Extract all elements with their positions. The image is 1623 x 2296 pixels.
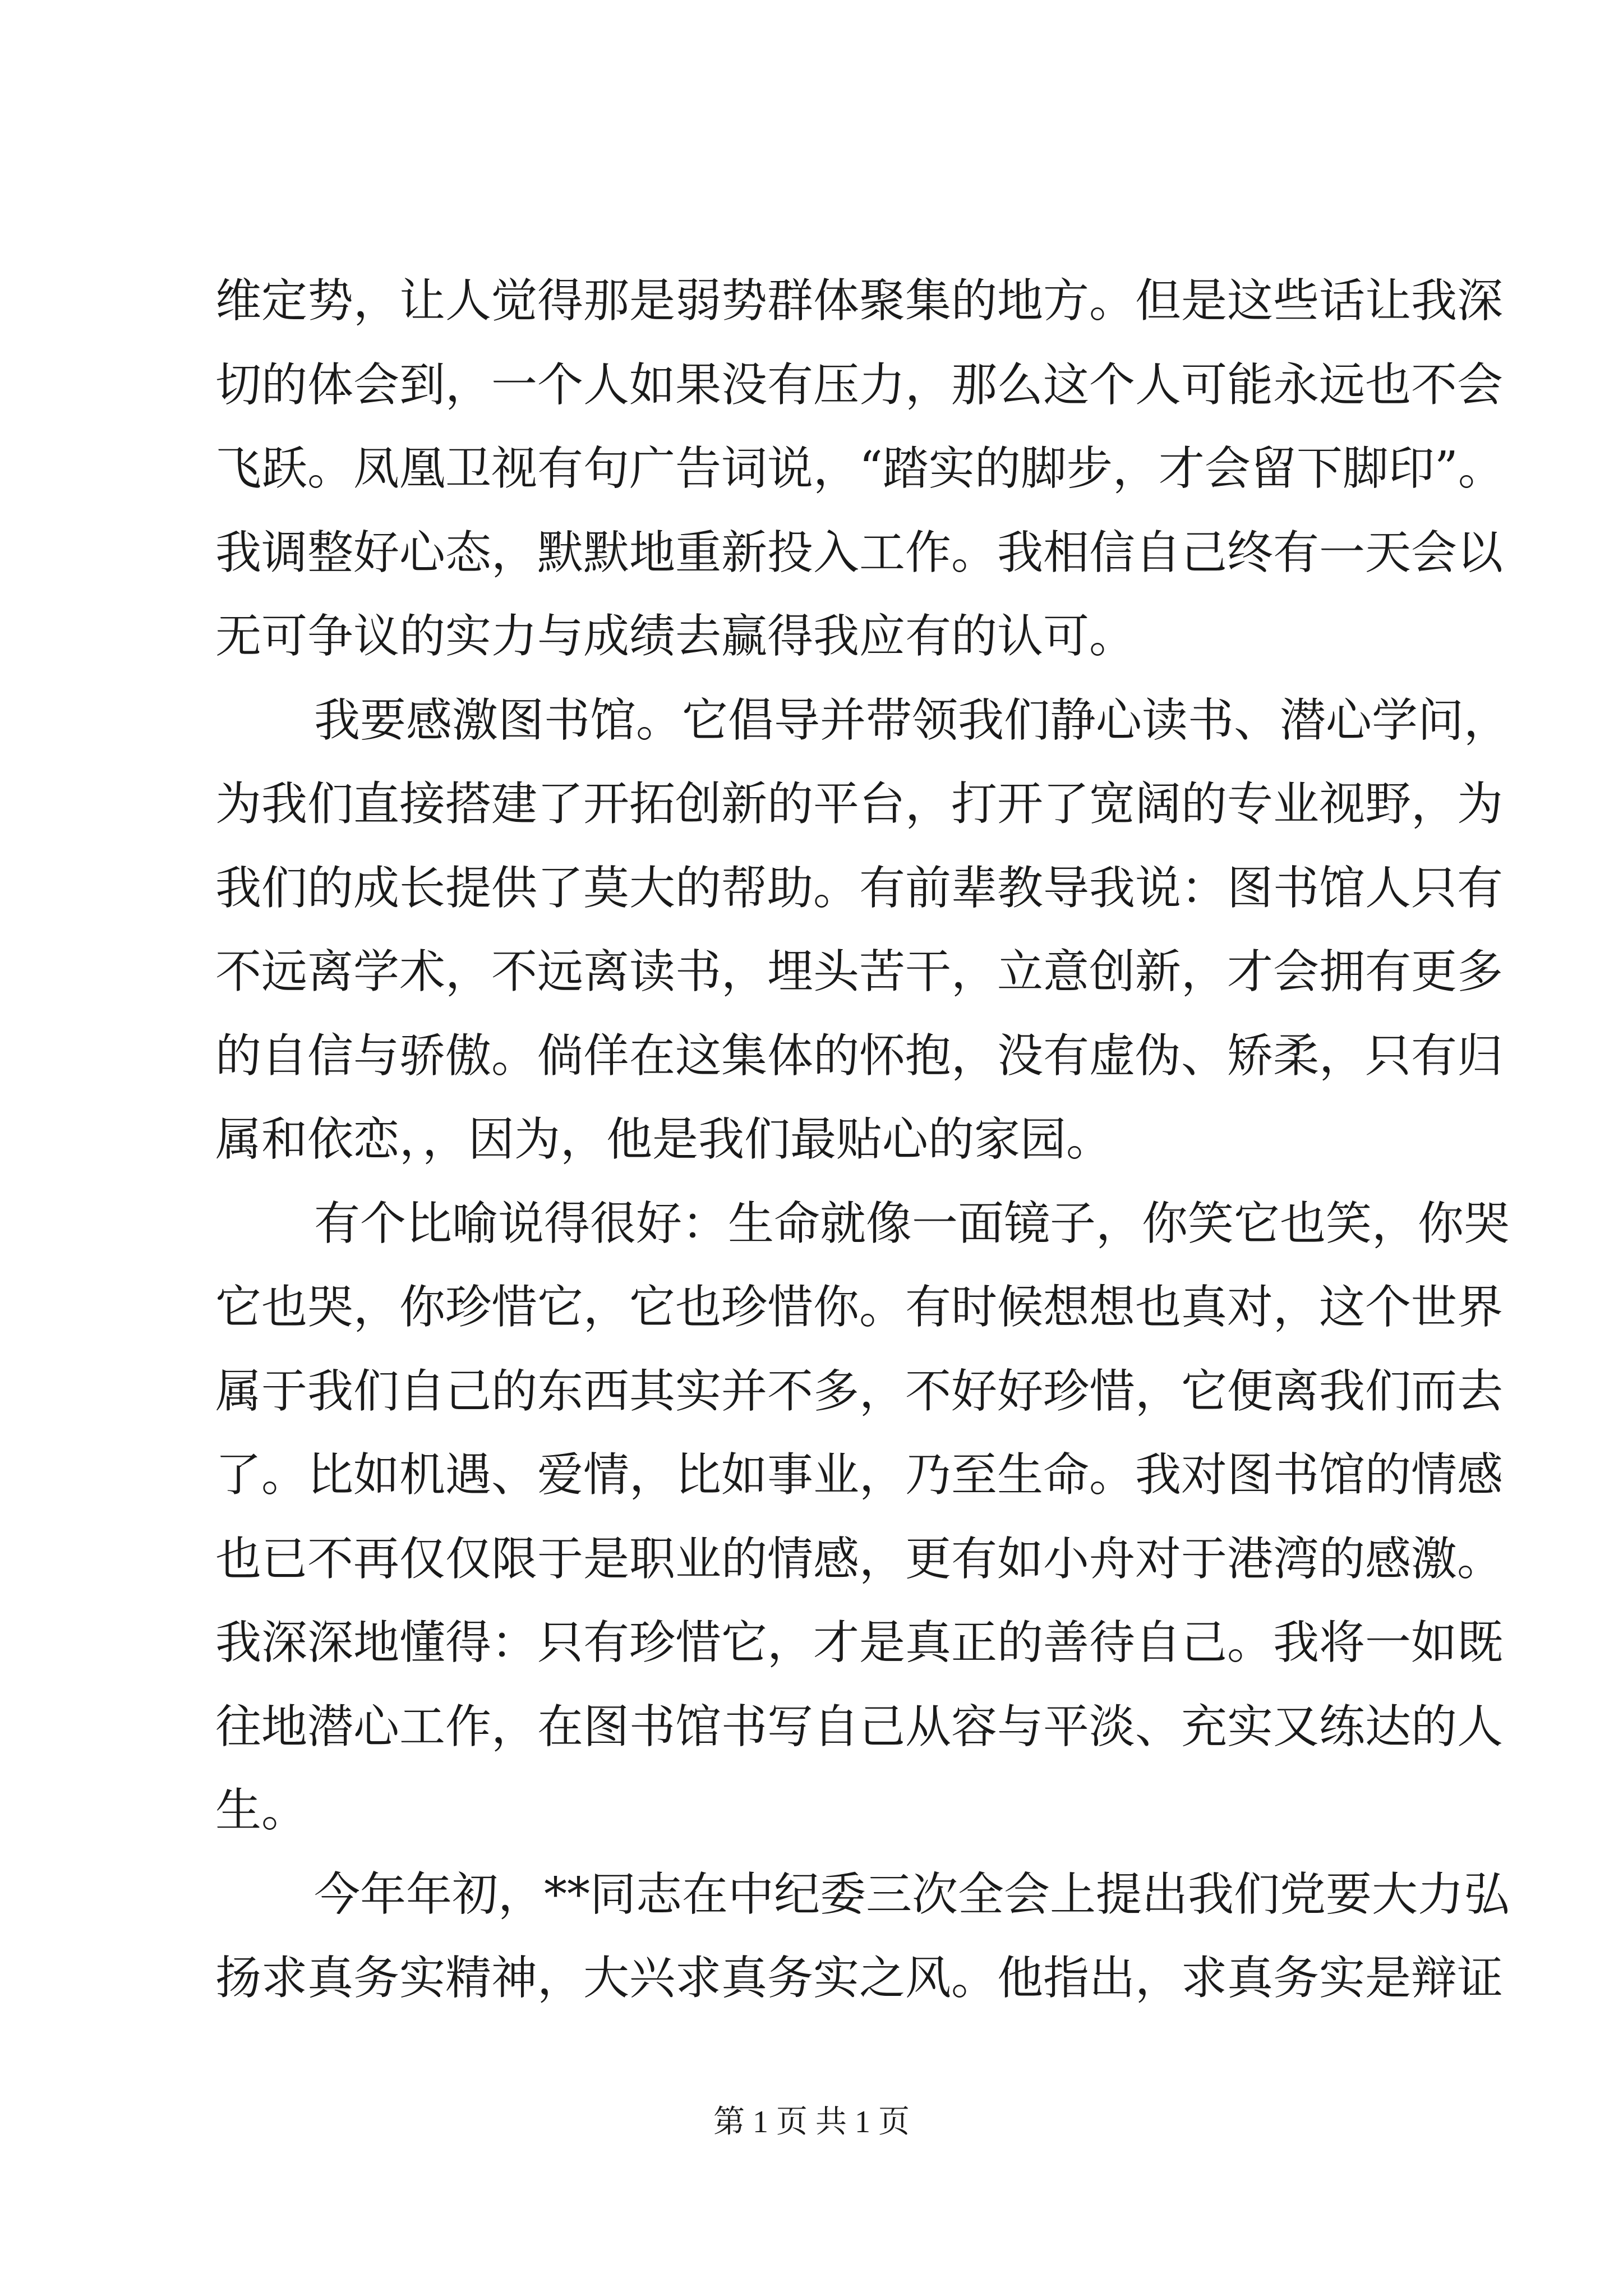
text-line: 往地潜心工作，在图书馆书写自己从容与平淡、充实又练达的人 <box>215 1700 1504 1754</box>
text-line: 了。比如机遇、爱情，比如事业，乃至生命。我对图书馆的情感 <box>215 1448 1504 1502</box>
text-line: 为我们直接搭建了开拓创新的平台，打开了宽阔的专业视野，为 <box>215 777 1504 831</box>
text-line: 属和依恋，，因为，他是我们最贴心的家园。 <box>215 1113 1113 1166</box>
text-line: 我们的成长提供了莫大的帮助。有前辈教导我说：图书馆人只有 <box>215 861 1504 915</box>
text-line: 切的体会到，一个人如果没有压力，那么这个人可能永远也不会 <box>215 358 1504 412</box>
page-footer <box>0 2102 1623 2142</box>
text-line: 我深深地懂得：只有珍惜它，才是真正的善待自己。我将一如既 <box>215 1616 1504 1669</box>
text-line: 我调整好心态，默默地重新投入工作。我相信自己终有一天会以 <box>215 526 1504 579</box>
text-line: 无可争议的实力与成绩去赢得我应有的认可。 <box>215 610 1136 663</box>
paragraph-first-line: 我要感激图书馆。它倡导并带领我们静心读书、潜心学问， <box>314 693 1510 747</box>
text-line: 生。 <box>215 1784 308 1837</box>
text-line: 扬求真务实精神，大兴求真务实之风。他指出，求真务实是辩证 <box>215 1952 1504 2005</box>
body-text <box>215 259 1510 2021</box>
text-line: 不远离学术，不远离读书，埋头苦干，立意创新，才会拥有更多 <box>215 945 1504 999</box>
text-line: 飞跃。凤凰卫视有句广告词说，“踏实的脚步，才会留下脚印”。 <box>215 442 1504 495</box>
paragraph-first-line: 今年年初，**同志在中纪委三次全会上提出我们党要大力弘 <box>314 1867 1510 1921</box>
text-line: 也已不再仅仅限于是职业的情感，更有如小舟对于港湾的感激。 <box>215 1532 1504 1586</box>
page-number-label: 第 1 页 共 1 页 <box>713 2105 910 2139</box>
text-line: 的自信与骄傲。倘佯在这集体的怀抱，没有虚伪、矫柔，只有归 <box>215 1029 1504 1083</box>
text-line: 属于我们自己的东西其实并不多，不好好珍惜，它便离我们而去 <box>215 1364 1504 1418</box>
text-line: 它也哭，你珍惜它，它也珍惜你。有时候想想也真对，这个世界 <box>215 1281 1504 1334</box>
paragraph-first-line: 有个比喻说得很好：生命就像一面镜子，你笑它也笑，你哭 <box>314 1197 1510 1250</box>
text-line: 维定势，让人觉得那是弱势群体聚集的地方。但是这些话让我深 <box>215 274 1504 328</box>
